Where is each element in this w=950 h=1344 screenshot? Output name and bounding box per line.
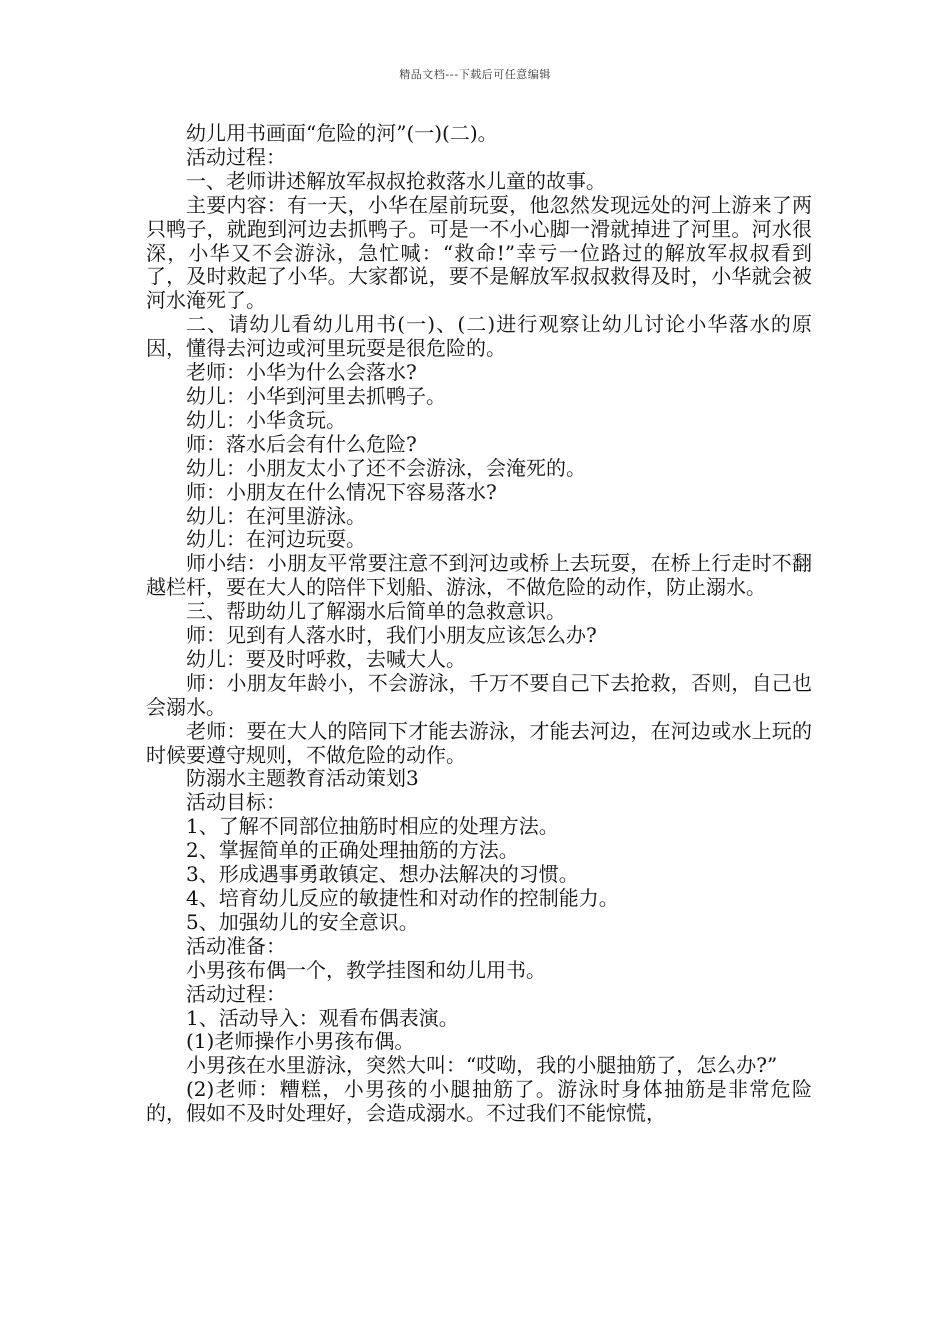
paragraph: 5、加强幼儿的安全意识。	[186, 909, 419, 934]
paragraph: 一、老师讲述解放军叔叔抢救落水儿童的故事。	[186, 168, 606, 193]
paragraph: 幼儿：小朋友太小了还不会游泳，会淹死的。	[186, 455, 586, 480]
paragraph: 1、活动导入：观看布偶表演。	[186, 1005, 459, 1030]
paragraph: 师：小朋友年龄小，不会游泳，千万不要自己下去抢救，否则，自己也会溺水。	[146, 670, 812, 719]
paragraph: 幼儿：小华贪玩。	[186, 407, 346, 432]
paragraph: 活动过程：	[186, 144, 286, 169]
paragraph: 幼儿用书画面“危险的河”(一)(二)。	[186, 121, 498, 145]
paragraph: (2)老师：糟糕，小男孩的小腿抽筋了。游泳时身体抽筋是非常危险的，假如不及时处理好，会造成溺水。不过我们不能惊慌，	[146, 1077, 812, 1126]
paragraph: 老师：小华为什么会落水?	[186, 360, 417, 385]
paragraph: 主要内容：有一天，小华在屋前玩耍，他忽然发现远处的河上游来了两只鸭子，就跑到河边去抓鸭子。可是一不小心脚一滑就掉进了河里。河水很深，小华又不会游泳，急忙喊：“救命!”幸亏一位路过的解放军叔叔看到了，及时救起了小华。大家都说，要不是解放军叔叔救得及时，小华就会被河水淹死了。	[146, 192, 812, 313]
paragraph: 活动准备：	[186, 933, 286, 958]
paragraph: 小男孩布偶一个，教学挂图和幼儿用书。	[186, 957, 546, 982]
paragraph: 活动目标：	[186, 790, 286, 815]
paragraph: 4、培育幼儿反应的敏捷性和对动作的控制能力。	[186, 886, 619, 910]
paragraph: 幼儿：小华到河里去抓鸭子。	[186, 383, 446, 408]
paragraph: 三、帮助幼儿了解溺水后简单的急救意识。	[186, 599, 566, 624]
document-body	[146, 122, 812, 1126]
page-header: 精品文档---下载后可任意编辑	[399, 68, 551, 81]
paragraph: 小男孩在水里游泳，突然大叫：“哎呦，我的小腿抽筋了，怎么办?”	[186, 1053, 778, 1078]
paragraph: 2、掌握简单的正确处理抽筋的方法。	[186, 838, 519, 863]
paragraph: 幼儿：要及时呼救，去喊大人。	[186, 646, 466, 671]
paragraph: 老师：要在大人的陪同下才能去游泳，才能去河边，在河边或水上玩的时候要遵守规则，不做危险的动作。	[146, 718, 812, 767]
paragraph: (1)老师操作小男孩布偶。	[186, 1029, 415, 1054]
paragraph: 幼儿：在河里游泳。	[186, 503, 366, 528]
paragraph: 师：小朋友在什么情况下容易落水?	[186, 479, 497, 504]
paragraph: 活动过程：	[186, 981, 286, 1006]
paragraph: 幼儿：在河边玩耍。	[186, 527, 366, 552]
section-heading: 防溺水主题教育活动策划3	[186, 766, 419, 791]
paragraph: 3、形成遇事勇敢镇定、想办法解决的习惯。	[186, 862, 579, 887]
paragraph: 师小结：小朋友平常要注意不到河边或桥上去玩耍，在桥上行走时不翻越栏杆，要在大人的陪伴下划船、游泳，不做危险的动作，防止溺水。	[146, 551, 812, 600]
paragraph: 师：见到有人落水时，我们小朋友应该怎么办?	[186, 623, 597, 648]
paragraph: 1、了解不同部位抽筋时相应的处理方法。	[186, 814, 559, 839]
paragraph: 二、请幼儿看幼儿用书(一)、(二)进行观察让幼儿讨论小华落水的原因，懂得去河边或河里玩耍是很危险的。	[146, 312, 812, 361]
paragraph: 师：落水后会有什么危险?	[186, 431, 417, 456]
